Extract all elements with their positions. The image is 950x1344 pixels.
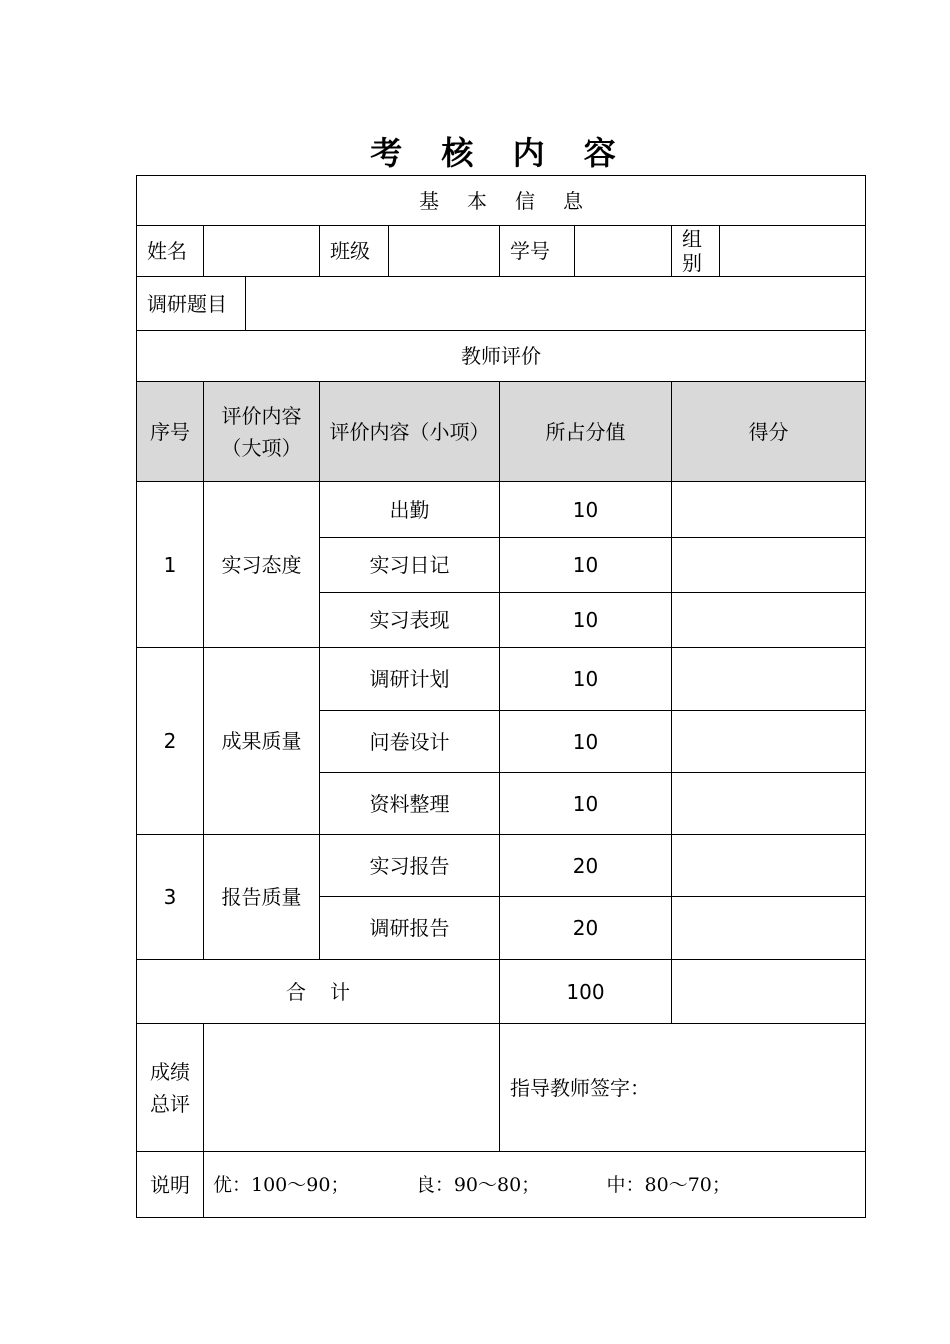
col-category-header: 评价内容（大项） <box>204 382 320 482</box>
class-field[interactable] <box>389 226 500 277</box>
student-id-label: 学号 <box>500 226 575 277</box>
total-score-field[interactable] <box>672 960 866 1024</box>
group-category: 实习态度 <box>204 482 320 648</box>
group-label: 组别 <box>672 226 720 277</box>
item-score-field[interactable] <box>672 897 866 960</box>
item-name: 实习表现 <box>320 593 500 648</box>
col-score-header: 得分 <box>672 382 866 482</box>
overall-label: 成绩总评 <box>137 1024 204 1152</box>
name-field[interactable] <box>204 226 320 277</box>
item-name: 资料整理 <box>320 773 500 835</box>
notes-label: 说明 <box>137 1152 204 1218</box>
item-points: 10 <box>500 538 672 593</box>
table-row <box>137 648 866 711</box>
student-id-field[interactable] <box>575 226 672 277</box>
item-points: 10 <box>500 773 672 835</box>
item-score-field[interactable] <box>672 773 866 835</box>
item-points: 20 <box>500 835 672 897</box>
item-points: 10 <box>500 711 672 773</box>
signature-label: 指导教师签字： <box>500 1024 866 1152</box>
group-no: 2 <box>137 648 204 835</box>
col-points-header: 所占分值 <box>500 382 672 482</box>
teacher-eval-header: 教师评价 <box>137 331 866 382</box>
col-item-header: 评价内容（小项） <box>320 382 500 482</box>
group-category: 成果质量 <box>204 648 320 835</box>
document-title: 考 核 内 容 <box>370 134 630 172</box>
note-excellent: 优：100～90； <box>213 1174 350 1197</box>
group-no: 3 <box>137 835 204 960</box>
note-good: 良：90～80； <box>415 1174 541 1197</box>
item-score-field[interactable] <box>672 482 866 538</box>
item-points: 10 <box>500 593 672 648</box>
total-label: 合计 <box>137 960 500 1024</box>
item-score-field[interactable] <box>672 648 866 711</box>
item-score-field[interactable] <box>672 835 866 897</box>
group-category: 报告质量 <box>204 835 320 960</box>
table-row <box>137 835 866 897</box>
group-field[interactable] <box>720 226 866 277</box>
item-name: 实习报告 <box>320 835 500 897</box>
overall-field[interactable] <box>204 1024 500 1152</box>
col-no-header: 序号 <box>137 382 204 482</box>
item-points: 10 <box>500 482 672 538</box>
item-name: 出勤 <box>320 482 500 538</box>
group-no: 1 <box>137 482 204 648</box>
topic-field[interactable] <box>246 277 866 331</box>
name-label: 姓名 <box>137 226 204 277</box>
item-points: 20 <box>500 897 672 960</box>
notes-content <box>204 1152 866 1218</box>
item-score-field[interactable] <box>672 711 866 773</box>
item-name: 问卷设计 <box>320 711 500 773</box>
basic-info-header: 基本信息 <box>137 176 866 226</box>
item-score-field[interactable] <box>672 538 866 593</box>
item-points: 10 <box>500 648 672 711</box>
total-points: 100 <box>500 960 672 1024</box>
item-name: 调研计划 <box>320 648 500 711</box>
item-score-field[interactable] <box>672 593 866 648</box>
note-medium: 中：80～70； <box>606 1174 731 1197</box>
item-name: 实习日记 <box>320 538 500 593</box>
item-name: 调研报告 <box>320 897 500 960</box>
assessment-table <box>136 175 866 1218</box>
topic-label: 调研题目 <box>137 277 246 331</box>
table-row <box>137 482 866 538</box>
class-label: 班级 <box>320 226 389 277</box>
